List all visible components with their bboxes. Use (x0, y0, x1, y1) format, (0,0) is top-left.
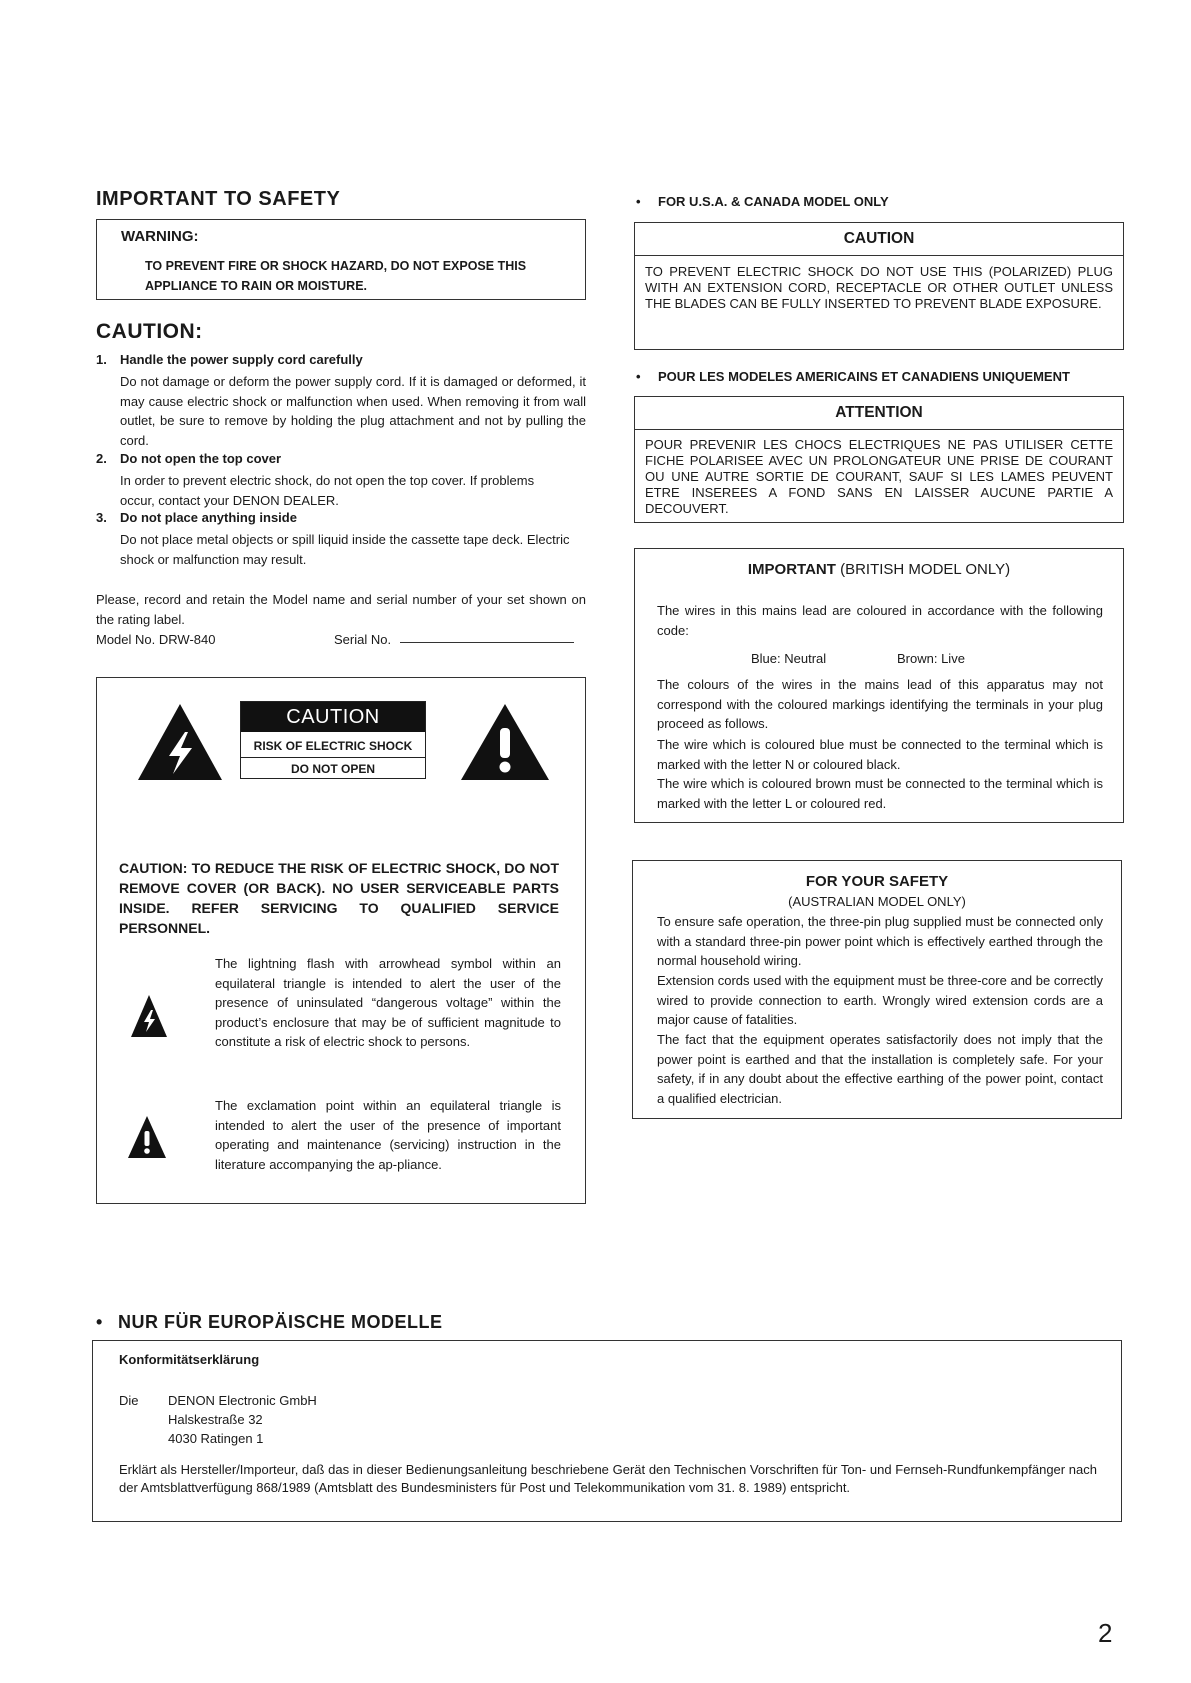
item-number: 1. (96, 352, 107, 367)
die-label: Die (119, 1393, 139, 1408)
caution-label-line1: RISK OF ELECTRIC SHOCK (253, 739, 413, 753)
usa-caution-box (634, 222, 1124, 350)
caution-item (96, 451, 586, 510)
british-box (634, 548, 1124, 823)
french-attention-text: POUR PREVENIR LES CHOCS ELECTRIQUES NE PAS UTILISER CETTE FICHE POLARISEE AVEC UN PROLONGATEUR UNE PRISE DE COURANT OU UNE AUTRE SORTIE DE COURANT, SAUF SI LES LAMES PEUVENT ETRE INSEREES A FOND SANS EN LAISSER AUCUNE PARTIE A DECOUVERT. (645, 437, 1113, 516)
bullet: • (636, 194, 641, 209)
french-attention-box (634, 396, 1124, 523)
australia-subtitle: (AUSTRALIAN MODEL ONLY) (788, 894, 966, 909)
europe-heading: NUR FÜR EUROPÄISCHE MODELLE (118, 1312, 443, 1332)
model-number: Model No. DRW-840 (96, 632, 216, 647)
caution-list (96, 352, 586, 570)
item-number: 3. (96, 510, 107, 525)
british-title-rest: (BRITISH MODEL ONLY) (840, 561, 1011, 578)
conformity-text: Erklärt als Hersteller/Importeur, daß das in dieser Bedienungsanleitung beschriebene Gerät den Technischen Vorschriften für Ton- und Fernseh-Rundfunkempfänger nach der Amtsblattverfügung 868/1989 (Amtsblatt des Bundesministers für Post und Telekommunikation vom 31. 8. 1989) entspricht. (119, 1462, 1097, 1495)
british-brown-rule: The wire which is coloured brown must be connected to the terminal which is marked with the letter L or coloured red. (657, 776, 1103, 811)
french-heading: POUR LES MODELES AMERICAINS ET CANADIENS UNIQUEMENT (658, 369, 1070, 384)
company-name: DENON Electronic GmbH (168, 1393, 317, 1408)
usa-caution-title: CAUTION (843, 230, 915, 247)
french-attention-title: ATTENTION (835, 404, 923, 421)
item-text: Do not place metal objects or spill liquid inside the cassette tape deck. Electric shock or malfunction may result. (120, 532, 570, 567)
caution-label-title: CAUTION (241, 702, 425, 732)
wire-blue: Blue: Neutral (751, 651, 827, 666)
caution-main-text: CAUTION: TO REDUCE THE RISK OF ELECTRIC SHOCK, DO NOT REMOVE COVER (OR BACK). NO USER SERVICEABLE PARTS INSIDE. REFER SERVICING TO QUALIFIED SERVICE PERSONNEL. (119, 860, 559, 936)
caution-label (240, 701, 426, 779)
serial-number-label: Serial No. (334, 632, 392, 647)
british-title (635, 561, 1123, 578)
usa-caution-text: TO PREVENT ELECTRIC SHOCK DO NOT USE THIS (POLARIZED) PLUG WITH AN EXTENSION CORD, RECEPTACLE OR OTHER OUTLET UNLESS THE BLADES CAN BE FULLY INSERTED TO PREVENT BLADE EXPOSURE. (645, 264, 1113, 311)
australia-title: FOR YOUR SAFETY (805, 873, 949, 890)
item-number: 2. (96, 451, 107, 466)
exclamation-triangle-icon (459, 702, 551, 782)
caution-item (96, 510, 586, 570)
british-blue-rule: The wire which is coloured blue must be connected to the terminal which is marked with the letter N or coloured black. (657, 737, 1103, 772)
australia-text-2: Extension cords used with the equipment must be three-core and be correctly wired to provide connection to earth. Wrongly wired extension cords are a major cause of fatalities. (657, 973, 1103, 1027)
company-street: Halskestraße 32 (168, 1412, 263, 1427)
exclamation-description: The exclamation point within an equilateral triangle is intended to alert the user of the presence of important operating and maintenance (servicing) instruction in the literature accompanying the ap-pliance. (215, 1098, 561, 1172)
item-title: Handle the power supply cord carefully (120, 352, 363, 367)
europe-box (92, 1340, 1122, 1522)
lightning-small-icon (130, 994, 168, 1038)
item-text: In order to prevent electric shock, do not open the top cover. If problems occur, contact your DENON DEALER. (120, 473, 535, 508)
british-intro: The wires in this mains lead are coloured in accordance with the following code: (657, 603, 1103, 638)
company-city: 4030 Ratingen 1 (168, 1431, 264, 1446)
caution-label-line2: DO NOT OPEN (290, 762, 375, 776)
item-title: Do not place anything inside (120, 510, 297, 525)
page-heading: IMPORTANT TO SAFETY (96, 188, 341, 210)
warning-title: WARNING: (121, 228, 199, 245)
bullet: • (96, 1312, 103, 1332)
wire-brown: Brown: Live (897, 651, 965, 666)
caution-item (96, 352, 586, 451)
conformity-title: Konformitätserklärung (119, 1352, 260, 1367)
caution-heading: CAUTION: (96, 320, 203, 343)
record-text: Please, record and retain the Model name and serial number of your set shown on the rating label. (96, 592, 586, 627)
australia-text-1: To ensure safe operation, the three-pin plug supplied must be connected only with a standard three-pin power point which is effectively earthed through the normal household wiring. (657, 914, 1103, 968)
lightning-description: The lightning flash with arrowhead symbol within an equilateral triangle is intended to alert the user of the presence of uninsulated “dangerous voltage” within the product’s enclosure that may be of sufficient magnitude to constitute a risk of electric shock to persons. (215, 956, 561, 1049)
lightning-triangle-icon (136, 702, 224, 782)
australia-text-3: The fact that the equipment operates satisfactorily does not imply that the power point is earthed and that the installation is completely safe. For your safety, if in any doubt about the effective earthing of the power point, contact a qualified electrician. (657, 1032, 1103, 1106)
bullet: • (636, 369, 641, 384)
page-number: 2 (1098, 1618, 1113, 1648)
warning-text: TO PREVENT FIRE OR SHOCK HAZARD, DO NOT EXPOSE THIS APPLIANCE TO RAIN OR MOISTURE. (145, 259, 527, 293)
warning-box (96, 219, 586, 300)
british-title-bold: IMPORTANT (747, 561, 836, 578)
british-text: The colours of the wires in the mains lead of this apparatus may not correspond with the coloured markings identifying the terminals in your plug proceed as follows. (657, 677, 1103, 731)
caution-panel (96, 677, 586, 1204)
serial-number-line (400, 642, 574, 643)
usa-heading: FOR U.S.A. & CANADA MODEL ONLY (658, 194, 889, 209)
australia-box (632, 860, 1122, 1119)
exclamation-small-icon (127, 1115, 167, 1159)
item-text: Do not damage or deform the power supply cord. If it is damaged or deformed, it may cause electric shock or malfunction when used. When removing it from wall outlet, be sure to remove by holding the plug attachment and not by pulling the cord. (120, 374, 586, 448)
item-title: Do not open the top cover (120, 451, 282, 466)
